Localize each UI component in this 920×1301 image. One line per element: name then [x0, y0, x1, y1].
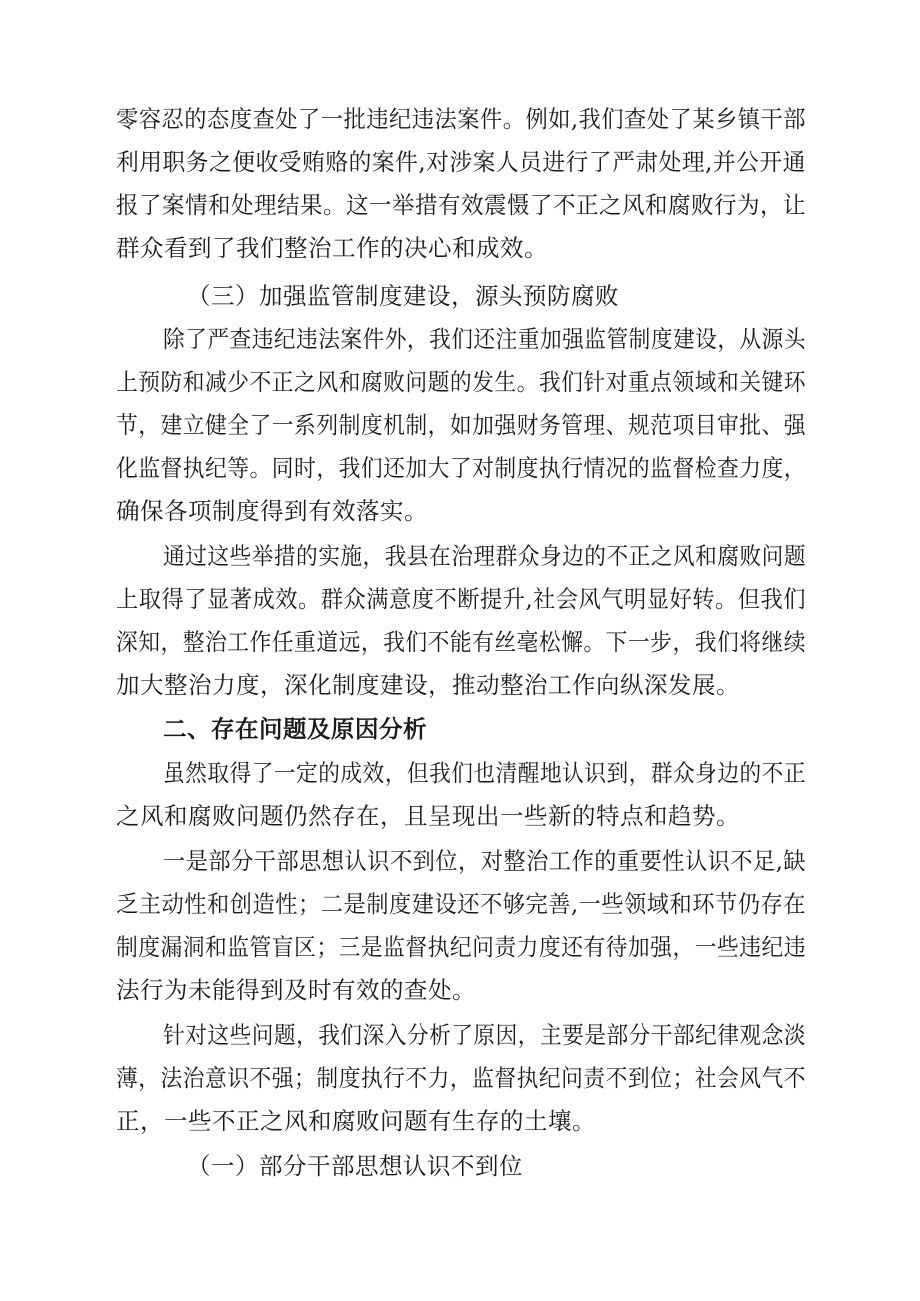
- paragraph-line: 化监督执纪等。同时，我们还加大了对制度执行情况的监督检查力度，: [116, 454, 806, 482]
- paragraph-line: 零容忍的态度查处了一批违纪违法案件。例如,我们查处了某乡镇干部: [116, 105, 806, 133]
- paragraph-line: 乏主动性和创造性；二是制度建设还不够完善,一些领域和环节仍存在: [116, 890, 806, 918]
- paragraph-line: 加大整治力度，深化制度建设，推动整治工作向纵深发展。: [116, 671, 740, 699]
- paragraph-line: 上取得了显著成效。群众满意度不断提升,社会风气明显好转。但我们: [116, 585, 806, 613]
- paragraph-line: 针对这些问题，我们深入分析了原因，主要是部分干部纪律观念淡: [163, 1021, 807, 1049]
- paragraph-line: 节，建立健全了一系列制度机制，如加强财务管理、规范项目审批、强: [116, 411, 806, 439]
- paragraph-line: 正，一些不正之风和腐败问题有生存的土壤。: [116, 1107, 596, 1135]
- paragraph-line: 确保各项制度得到有效落实。: [116, 497, 428, 525]
- section-heading: 二、存在问题及原因分析: [163, 715, 427, 743]
- paragraph-line: 法行为未能得到及时有效的查处。: [116, 976, 476, 1004]
- paragraph-line: 之风和腐败问题仍然存在，且呈现出一些新的特点和趋势。: [116, 802, 740, 830]
- paragraph-line: 报了案情和处理结果。这一举措有效震慑了不正之风和腐败行为，让: [116, 191, 806, 219]
- paragraph-line: 一是部分干部思想认识不到位，对整治工作的重要性认识不足,缺: [163, 847, 806, 875]
- section-subheading: （一）部分干部思想认识不到位: [187, 1152, 523, 1180]
- paragraph-line: 虽然取得了一定的成效，但我们也清醒地认识到，群众身边的不正: [163, 759, 807, 787]
- paragraph-line: 通过这些举措的实施，我县在治理群众身边的不正之风和腐败问题: [163, 542, 807, 570]
- paragraph-line: 上预防和减少不正之风和腐败问题的发生。我们针对重点领域和关键环: [116, 368, 806, 396]
- paragraph-line: 除了严查违纪违法案件外，我们还注重加强监管制度建设，从源头: [163, 325, 807, 353]
- paragraph-line: 薄，法治意识不强；制度执行不力，监督执纪问责不到位；社会风气不: [116, 1064, 806, 1092]
- paragraph-line: 群众看到了我们整治工作的决心和成效。: [116, 234, 548, 262]
- paragraph-line: 深知，整治工作任重道远，我们不能有丝毫松懈。下一步，我们将继续: [116, 628, 806, 656]
- paragraph-line: 利用职务之便收受贿赂的案件,对涉案人员进行了严肃处理,并公开通: [116, 148, 806, 176]
- section-subheading: （三）加强监管制度建设，源头预防腐败: [187, 282, 619, 310]
- paragraph-line: 制度漏洞和监管盲区；三是监督执纪问责力度还有待加强，一些违纪违: [116, 933, 806, 961]
